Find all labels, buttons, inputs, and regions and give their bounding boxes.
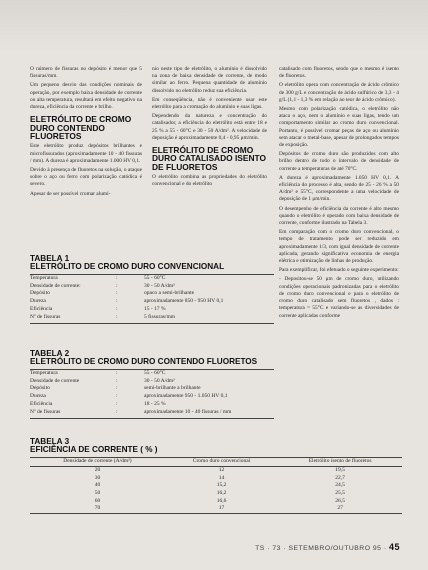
table-caption: ELETRÓLITO DE CROMO DURO CONVENCIONAL bbox=[30, 262, 225, 272]
table-cell: 19,5 bbox=[335, 467, 345, 474]
table-row bbox=[30, 306, 274, 314]
table-cell: 15,2 bbox=[216, 482, 227, 489]
column-header: Cromo duro convencional bbox=[165, 457, 278, 466]
table-cell: 27 bbox=[278, 505, 402, 513]
table-cell: 24,5 bbox=[335, 482, 345, 489]
row-value: 30 - 50 A/dm² bbox=[144, 377, 175, 384]
row-value: 18 - 25 % bbox=[144, 401, 166, 407]
row-separator: : bbox=[116, 377, 118, 384]
column-header: Densidade de corrente (A/dm²) bbox=[30, 457, 165, 466]
table-cell: 26,5 bbox=[335, 497, 345, 504]
paragraph: A dureza é aproximadamente 1.050 HV 0,1. A eficiência do processo é alta, sendo de 25 - 26 % a 50 A/dm² e 55°C, correspondente a uma velocidade de deposição de 1 μm/min. bbox=[279, 174, 399, 203]
row-value: aproximadamente 850 - 950 HV 0,1 bbox=[144, 298, 224, 305]
table-row bbox=[30, 401, 274, 409]
row-value: aproximadamente 950 - 1.050 HV 0,1 bbox=[144, 393, 228, 400]
paragraph: Devido à presença de fluoretos na solução, o ataque sobre o aço ou ferro com polarização catódica é severo. bbox=[30, 167, 142, 188]
table-body bbox=[30, 370, 274, 417]
row-label: Temperatura bbox=[30, 369, 58, 376]
row-value: 15 - 17 % bbox=[144, 306, 166, 312]
paragraph: - Depositou-se 50 μm de cromo duro, utilizando condições operacionais padronizadas para o eletrólito de cromo duro convencional e para o eletrólito de cromo duro catalisado sem fluoretos , dados : temperatura = 55°C e variando-se as diversidades de corrente aplicadas conforme bbox=[279, 276, 399, 319]
table-cell: 25,5 bbox=[335, 490, 345, 496]
table-row bbox=[30, 467, 402, 475]
row-separator: : bbox=[116, 274, 118, 281]
paragraph: Em conseqüência, não é conveniente usar este eletrólito para a cromação do alumínio e suas ligas. bbox=[152, 96, 267, 111]
row-label: Densidade de corrente: bbox=[30, 282, 81, 289]
row-separator: : bbox=[116, 408, 118, 415]
table-cell: 50 bbox=[94, 490, 101, 496]
paragraph: Para exemplificar, foi efetuado o seguinte experimento: bbox=[279, 267, 399, 274]
row-separator: : bbox=[116, 290, 118, 297]
row-label: Nº de fissuras bbox=[30, 313, 61, 320]
row-label: Nº de fissuras bbox=[30, 408, 61, 415]
table-rule bbox=[30, 417, 274, 419]
column-header: Eletrólito isento de fluoretos bbox=[278, 457, 402, 466]
table-body bbox=[30, 275, 274, 322]
text-column-2 bbox=[152, 66, 267, 191]
table-row bbox=[30, 275, 274, 283]
paragraph: Em comparação com o cromo duro convencional, o tempo de tratamento pode ser reduzido em aproximadamente 1/3, com igual densidade de corrente aplicada, gerando significativa economia de energia elétrica e otimização de linhas de produção. bbox=[279, 229, 399, 265]
table-row bbox=[30, 482, 402, 490]
table-number: TABELA 1 bbox=[30, 254, 70, 263]
page-number: 45 bbox=[388, 542, 400, 552]
row-label: Eficiência bbox=[30, 401, 53, 407]
table-row bbox=[30, 475, 402, 483]
row-value: 55 - 60°C bbox=[144, 274, 166, 281]
table-caption: ELETRÓLITO DE CROMO DURO CONTENDO FLUORETOS bbox=[30, 357, 258, 367]
row-separator: : bbox=[116, 313, 118, 320]
table-cell: 60 bbox=[94, 497, 101, 504]
row-separator: : bbox=[116, 401, 118, 407]
row-value: aproximadamente 10 - 40 fissuras / mm bbox=[144, 408, 232, 415]
row-value: 5 fissuras/mm bbox=[144, 313, 176, 320]
table-rule bbox=[30, 322, 274, 324]
section-heading: ELETRÓLITO DE CROMO DURO CONTENDO FLUORETOS bbox=[30, 114, 132, 142]
table-row bbox=[30, 393, 274, 401]
table-row bbox=[30, 314, 274, 322]
table-cell: 16,6 bbox=[216, 497, 227, 504]
table-cell: 14 bbox=[218, 474, 225, 481]
table-2 bbox=[30, 350, 274, 419]
table-cell: 12 bbox=[218, 467, 225, 474]
table-cell: 30 bbox=[94, 474, 101, 481]
text-column-1 bbox=[30, 66, 142, 200]
row-label: Depósito bbox=[30, 290, 50, 297]
table-cell: 17 bbox=[165, 505, 278, 513]
paragraph: Apesar de ser possível cromar alumí- bbox=[30, 190, 111, 197]
row-separator: : bbox=[116, 298, 118, 305]
table-row bbox=[30, 290, 274, 298]
table-row bbox=[30, 283, 274, 291]
section-heading: ELETRÓLITO DE CROMO DURO CATALISADO ISENTO DE FLUORETOS bbox=[152, 145, 266, 172]
row-label: Dureza bbox=[30, 393, 46, 400]
row-label: Temperatura bbox=[30, 274, 58, 281]
issue-info: TS · 73 · SETEMBRO/OUTUBRO 95 · bbox=[255, 545, 387, 552]
row-label: Eficiência bbox=[30, 306, 53, 312]
table-cell: 70 bbox=[30, 505, 165, 513]
table-3 bbox=[30, 438, 402, 514]
paragraph: Depósitos de cromo duro são produzidos com alto brilho dentro de todo o intervalo de densidade de corrente a temperaturas de até 70°C. bbox=[279, 151, 399, 172]
row-separator: : bbox=[116, 393, 118, 400]
row-label: Densidade de corrente bbox=[30, 377, 80, 384]
table-row bbox=[30, 490, 402, 498]
table-row bbox=[30, 409, 274, 417]
text-column-3 bbox=[279, 66, 399, 322]
row-separator: : bbox=[116, 385, 118, 392]
table-cell: 20 bbox=[94, 467, 101, 474]
table-cell: 22,7 bbox=[335, 474, 345, 481]
table-row bbox=[30, 385, 274, 393]
row-label: Dureza bbox=[30, 298, 46, 305]
table-cell: 40 bbox=[94, 482, 101, 489]
table-number: TABELA 2 bbox=[30, 349, 70, 358]
table-caption: EFICIÊNCIA DE CORRENTE ( % ) bbox=[30, 445, 158, 455]
table-title bbox=[30, 350, 274, 367]
page-footer bbox=[0, 542, 400, 552]
row-value: 30 - 50 A/dm² bbox=[144, 282, 175, 289]
row-value: semi-brilhante a brilhante bbox=[144, 385, 201, 392]
paragraph: nio neste tipo de eletrólito, o alumínio é dissolvido na zona de baixa densidade de corrente, de modo similar ao ferro. Pequena quantidade de alumínio dissolvido no eletrólito reduz sua eficiência. bbox=[152, 66, 267, 94]
row-separator: : bbox=[116, 282, 118, 289]
table-row bbox=[30, 298, 274, 306]
table-body bbox=[30, 467, 402, 514]
row-separator: : bbox=[116, 306, 118, 312]
paragraph: Mesmo com polarização catódica, o eletrólito não ataca o aço, nem o alumínio e suas ligas, tendo um comportamento similar ao cromo duro convencional. Portanto, é possível cromar peças de aço ou alumínio sem atacar o metal-base, apesar de prolongados tempos de exposição. bbox=[279, 106, 399, 149]
row-label: Depósito bbox=[30, 385, 50, 392]
paragraph: O eletrólito combina as propriedades do eletrólito convencional e do eletrólito bbox=[152, 174, 267, 188]
page-top-shade bbox=[0, 0, 428, 52]
paragraph: Dependendo da natureza e concentração do catalisador, a eficiência do eletrólito está entre 18 e 25 % a 55 - 60°C e 30 - 50 A/dm². A velocidade de deposição é aproximadamente 0,4 - 0,95 μm/min. bbox=[152, 113, 267, 141]
table-row bbox=[30, 498, 402, 506]
paragraph: catalisado com fluoretos, sendo que o mesmo é isento de fluoretos. bbox=[279, 66, 399, 80]
efficiency-table bbox=[30, 457, 402, 514]
paragraph: O número de fissuras no depósito é menor que 5 fissuras/mm. bbox=[30, 66, 142, 80]
table-cell: 16,2 bbox=[216, 490, 227, 496]
row-separator: : bbox=[116, 369, 118, 376]
table-number: TABELA 3 bbox=[30, 437, 70, 446]
table-title bbox=[30, 438, 402, 455]
paragraph: Este eletrólito produz depósitos brilhantes e microfissurados (aproximadamente 10 - 40 fissuras / mm). A dureza é aproximadamente 1.000 HV 0,1. bbox=[30, 143, 142, 164]
table-row bbox=[30, 505, 402, 513]
row-value: 55 - 60°C bbox=[144, 369, 166, 376]
paragraph: Um pequeno desvio das condições nominais de operação, por exemplo baixa densidade de corrente ou alta temperatura, resultará em efeito negativo na dureza, eficiência da corrente e brilho. bbox=[30, 82, 142, 111]
table-row bbox=[30, 370, 274, 378]
row-value: opaco a semi-brilhante bbox=[144, 290, 195, 297]
paragraph: O eletrólito opera com concentração de ácido crômico de 300 g/L e concentração de ácido sulfúrico de 3,3 - 4 g/L (1,1 - 1,3 % em relação ao teor de ácido crômico). bbox=[279, 82, 399, 103]
paragraph: O desempenho de eficiência da corrente é alto mesmo quando o eletrólito é operado com baixa densidade de corrente, conforme ilustrado na Tabela 3. bbox=[279, 205, 399, 227]
table-title bbox=[30, 255, 274, 272]
table-row bbox=[30, 378, 274, 386]
table-1 bbox=[30, 255, 274, 324]
